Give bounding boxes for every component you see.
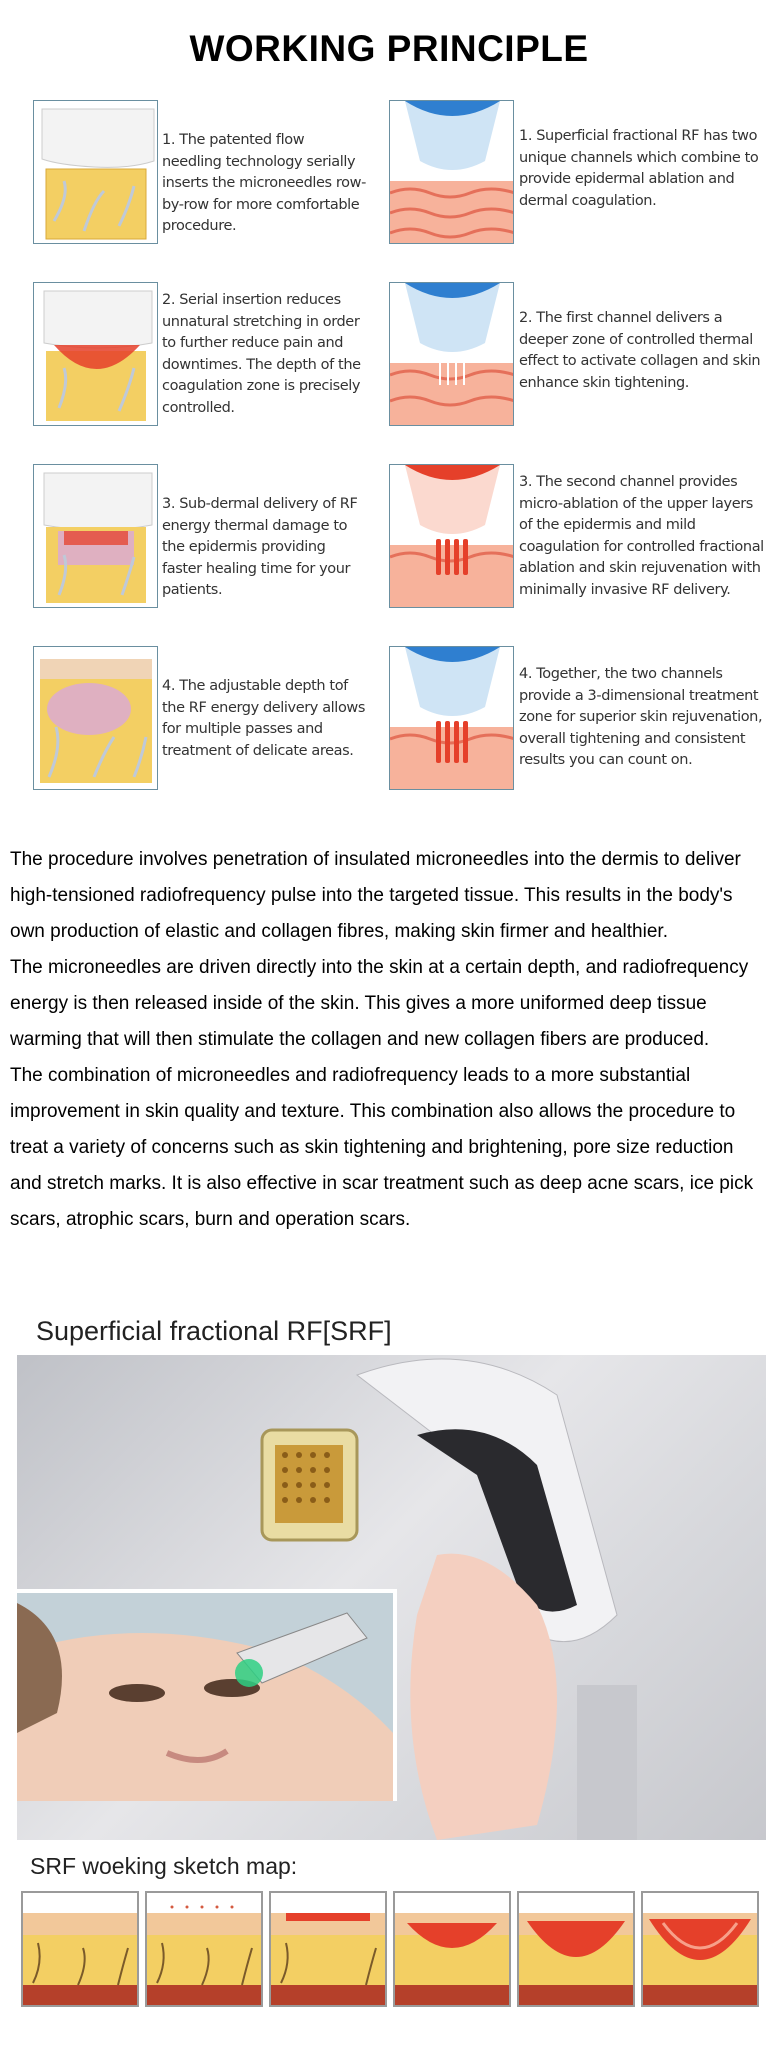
sketch-stage-6 (641, 1891, 759, 2007)
sketch-stage-2 (145, 1891, 263, 2007)
left-step-1: 1. The patented flow needling technology serially inserts the microneedles row-by-row for more comfortable procedure. (162, 132, 366, 234)
adjustable-depth-illustration-4 (33, 646, 158, 790)
left-step-4: 4. The adjustable depth tof the RF energy delivery allows for multiple passes and treatment of delicate areas. (162, 678, 366, 759)
sketch-stage-4 (393, 1891, 511, 2007)
right-step-3: 3. The second channel provides micro-ablation of the upper layers of the epidermis and mild coagulation for controlled fractional ablation and skin rejuvenation with minimally invasive RF delivery. (519, 474, 764, 598)
srf-channels-illustration-3 (389, 464, 514, 608)
body-text (10, 842, 770, 1238)
srf-channels-illustration-1 (389, 100, 514, 244)
paragraph-1: The procedure involves penetration of insulated microneedles into the dermis to deliver high-tensioned radiofrequency pulse into the targeted tissue. This results in the body's own production of elastic and collagen fibres, making skin firmer and healthier. (10, 849, 741, 942)
sketch-stage-1 (21, 1891, 139, 2007)
right-step-2: 2. The first channel delivers a deeper zone of controlled thermal effect to activate collagen and skin enhance skin tightening. (519, 310, 761, 391)
page-title: WORKING PRINCIPLE (189, 28, 589, 69)
right-step-1: 1. Superficial fractional RF has two unique channels which combine to provide epidermal ablation and dermal coagulation. (519, 128, 759, 209)
srf-channels-illustration-2 (389, 282, 514, 426)
left-step-3: 3. Sub-dermal delivery of RF energy thermal damage to the epidermis providing faster healing time for your patients. (162, 496, 358, 598)
serial-insertion-illustration-2 (33, 282, 158, 426)
sub-dermal-rf-illustration-3 (33, 464, 158, 608)
right-step-4: 4. Together, the two channels provide a 3-dimensional treatment zone for superior skin rejuvenation, overall tightening and consistent results you can count on. (519, 666, 763, 768)
treatment-inset-photo (17, 1589, 397, 1801)
paragraph-3: The combination of microneedles and radiofrequency leads to a more substantial improvement in skin quality and texture. This combination also allows the procedure to treat a variety of concerns such as skin tightening and brightening, pore size reduction and stretch marks. It is also effective in scar treatment such as deep acne scars, ice pick scars, atrophic scars, burn and operation scars. (10, 1065, 754, 1230)
device-photo (17, 1355, 766, 1840)
sketch-map-title: SRF woeking sketch map: (30, 1853, 298, 1879)
paragraph-2: The microneedles are driven directly into the skin at a certain depth, and radiofrequency energy is then released inside of the skin. This gives a more uniformed deep tissue warming that will then stimulate the collagen and new collagen fibers are produced. (10, 957, 749, 1050)
photo-title: Superficial fractional RF[SRF] (36, 1316, 392, 1346)
sketch-stage-3 (269, 1891, 387, 2007)
sketch-stage-5 (517, 1891, 635, 2007)
left-step-2: 2. Serial insertion reduces unnatural stretching in order to further reduce pain and downtimes. The depth of the coagulation zone is precisely controlled. (162, 292, 361, 416)
flow-needling-illustration-1 (33, 100, 158, 244)
srf-channels-illustration-4 (389, 646, 514, 790)
